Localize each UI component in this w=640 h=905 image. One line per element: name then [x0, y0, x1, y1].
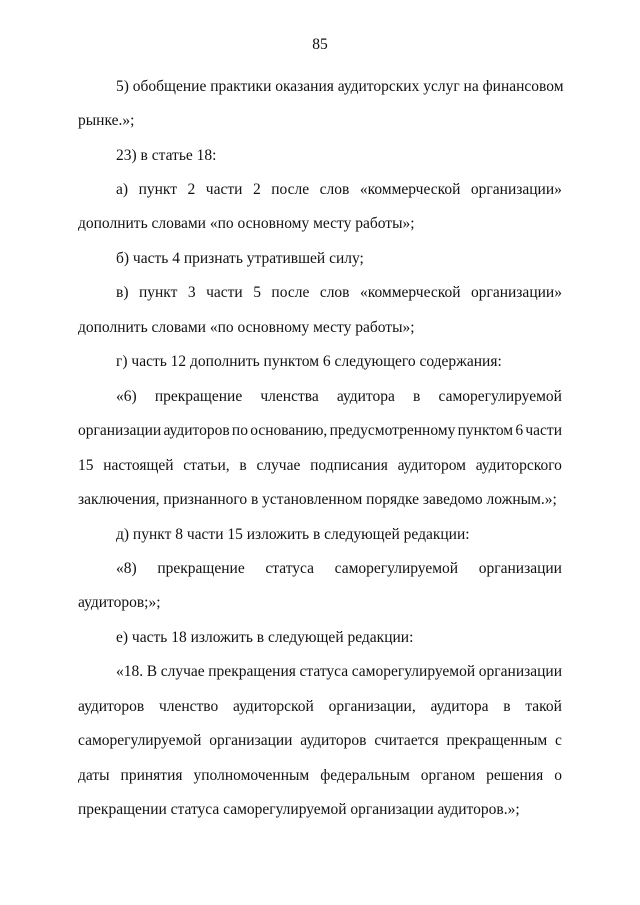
word: а) [116, 181, 129, 198]
text-line [78, 731, 562, 751]
page-number: 85 [312, 36, 328, 53]
word: организации [478, 663, 562, 680]
word: случае [256, 457, 301, 474]
text-line [78, 697, 562, 717]
word: аудиторов [163, 422, 230, 439]
word: организации, [328, 698, 416, 715]
text-line: б) часть 4 признать утратившей силу; [116, 250, 364, 267]
text-line: е) часть 18 изложить в следующей редакции: [116, 629, 414, 646]
word: «6) [116, 388, 137, 405]
word: организации [478, 560, 562, 577]
word: пункт [138, 284, 178, 301]
text-line [78, 456, 562, 476]
word: саморегулируемой [438, 388, 562, 405]
text-line: дополнить словами «по основному месту работы»; [78, 215, 415, 232]
word: федеральным [320, 767, 410, 784]
word: саморегулируемой [351, 663, 476, 680]
word: считается [374, 732, 439, 749]
word: в [413, 388, 421, 405]
word: с [555, 732, 562, 749]
text-line [116, 662, 562, 682]
word: такой [525, 698, 562, 715]
word: аудитора [336, 388, 395, 405]
word: членство [158, 698, 219, 715]
word: саморегулируемой [334, 560, 459, 577]
word: саморегулируемой [78, 732, 202, 749]
word: аудиторов [78, 698, 145, 715]
word: «18. [116, 663, 144, 680]
word: аудиторов [300, 732, 367, 749]
word: пункт [138, 181, 178, 198]
word: части [205, 181, 243, 198]
word: даты [78, 767, 110, 784]
word: 2 [252, 181, 261, 198]
word: принятия [120, 767, 183, 784]
word: настоящей [103, 457, 174, 474]
text-line: дополнить словами «по основному месту работы»; [78, 319, 415, 336]
word: организации» [470, 181, 562, 198]
word: статьи, [183, 457, 230, 474]
word: прекращение [154, 388, 243, 405]
word: организации [78, 422, 162, 439]
text-line: 23) в статье 18: [116, 147, 217, 164]
text-line: аудиторов;»; [78, 594, 161, 611]
word: «коммерческой [359, 284, 461, 301]
word: 2 [187, 181, 196, 198]
word: В [146, 663, 158, 680]
text-line [116, 387, 562, 407]
word: после [271, 181, 310, 198]
word: по [231, 422, 248, 439]
word: 5 [253, 284, 261, 301]
word: прекращенным [446, 732, 548, 749]
word: статуса [299, 663, 349, 680]
word: аудиторского [475, 457, 562, 474]
text-line [78, 766, 562, 786]
word: после [271, 284, 310, 301]
word: основанию, [250, 422, 328, 439]
word: организации [209, 732, 293, 749]
text-line: заключения, признанного в установленном порядке заведомо ложным.»; [78, 491, 557, 508]
text-line: рынке.»; [78, 112, 135, 129]
word: организации» [470, 284, 562, 301]
word: слов [319, 284, 350, 301]
text-line: 5) обобщение практики оказания аудиторских услуг на финансовом [116, 78, 564, 95]
text-line [116, 180, 562, 200]
word: части [206, 284, 243, 301]
word: о [554, 767, 562, 784]
word: уполномоченным [193, 767, 310, 784]
text-line: прекращении статуса саморегулируемой организации аудиторов.»; [78, 801, 520, 818]
word: пунктом [457, 422, 514, 439]
word: части [525, 422, 562, 439]
word: в [239, 457, 247, 474]
word: прекращения [208, 663, 296, 680]
word: аудитора [430, 698, 489, 715]
text-line: г) часть 12 дополнить пунктом 6 следующего содержания: [116, 353, 502, 370]
text-line [78, 421, 562, 441]
word: слов [319, 181, 350, 198]
text-line [116, 283, 562, 303]
word: подписания [310, 457, 388, 474]
word: в [503, 698, 511, 715]
word: аудитором [397, 457, 466, 474]
word: аудиторской [233, 698, 314, 715]
word: 3 [187, 284, 196, 301]
word: «коммерческой [359, 181, 461, 198]
word: прекращение [157, 560, 245, 577]
text-line [116, 559, 562, 579]
word: предусмотренному [329, 422, 456, 439]
text-line: д) пункт 8 части 15 изложить в следующей редакции: [116, 526, 470, 543]
word: «8) [116, 560, 137, 577]
word: статуса [265, 560, 314, 577]
word: членства [260, 388, 319, 405]
word: в) [116, 284, 129, 301]
word: случае [160, 663, 205, 680]
word: 15 [78, 457, 94, 474]
word: 6 [515, 422, 524, 439]
word: органом [420, 767, 476, 784]
word: решения [486, 767, 544, 784]
